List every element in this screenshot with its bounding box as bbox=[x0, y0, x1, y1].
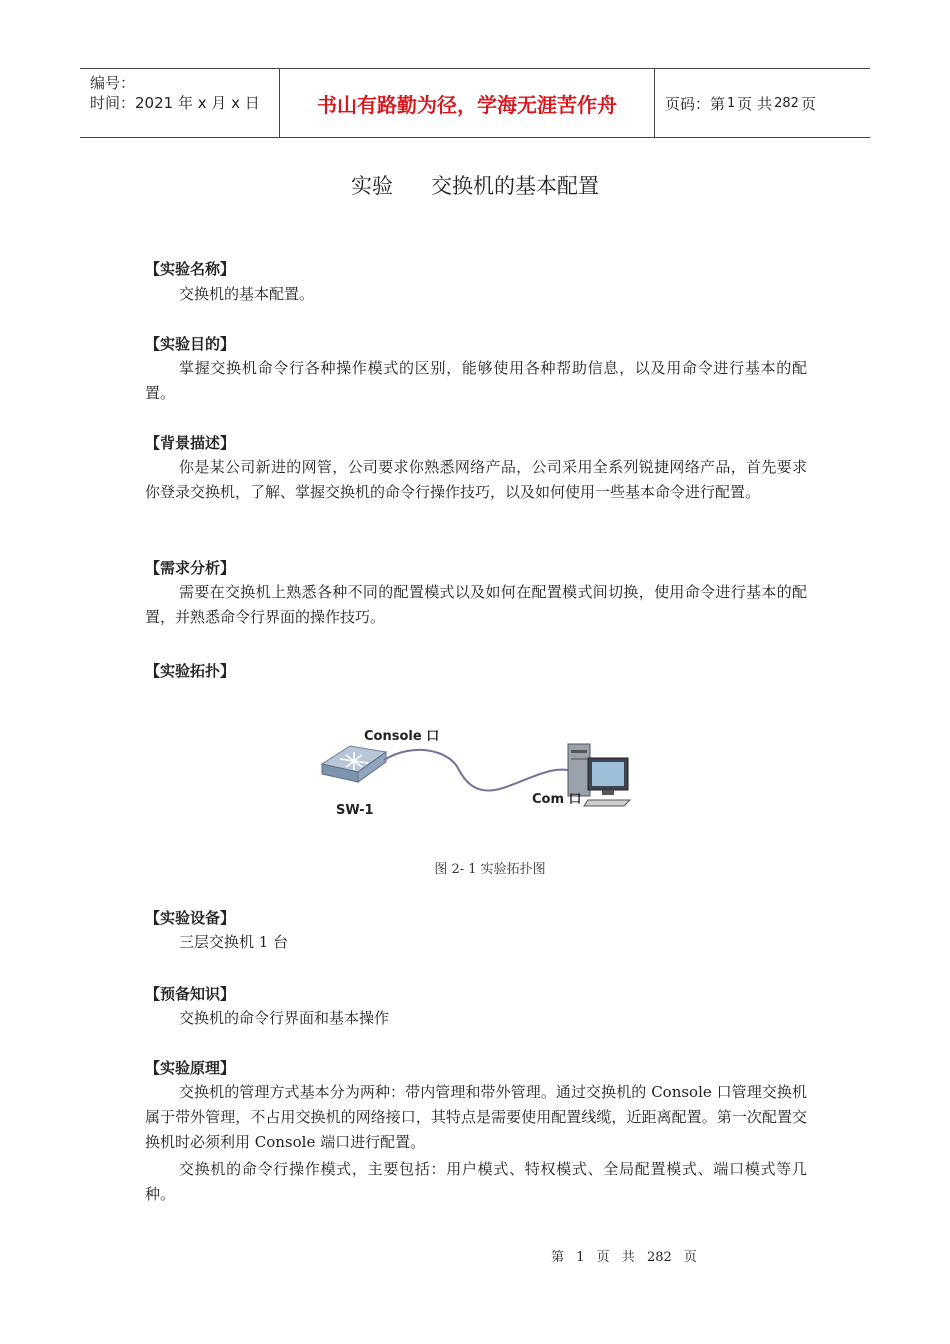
number-label: 编号： bbox=[90, 74, 136, 92]
page-header bbox=[80, 68, 870, 138]
console-port-label: Console 口 bbox=[364, 729, 440, 744]
time-label: 时间：2021 年 x 月 x 日 bbox=[90, 94, 260, 112]
switch-label: SW-1 bbox=[336, 803, 374, 818]
section-paragraph: 交换机的命令行操作模式，主要包括：用户模式、特权模式、全局配置模式、端口模式等几种。 bbox=[145, 1160, 807, 1203]
figure-caption: 图 2- 1 实验拓扑图 bbox=[434, 862, 546, 877]
section-heading-requirements: 【需求分析】 bbox=[145, 559, 236, 577]
header-meta bbox=[80, 69, 280, 137]
page-mid: 页 共 bbox=[737, 94, 773, 113]
header-motto: 书山有路勤为径，学海无涯苦作舟 bbox=[280, 69, 655, 137]
page-title bbox=[0, 170, 950, 200]
section-paragraph: 交换机的命令行界面和基本操作 bbox=[179, 1009, 390, 1027]
section-paragraph: 交换机的基本配置。 bbox=[179, 285, 315, 303]
section-heading-equipment: 【实验设备】 bbox=[145, 909, 236, 927]
section-heading-purpose: 【实验目的】 bbox=[145, 335, 236, 353]
section-paragraph: 你是某公司新进的网管，公司要求你熟悉网络产品，公司采用全系列锐捷网络产品，首先要求你登录交换机，了解、掌握交换机的命令行操作技巧，以及如何使用一些基本命令进行配置。 bbox=[145, 458, 807, 501]
title-part2: 交换机的基本配置 bbox=[431, 174, 599, 198]
section-paragraph: 交换机的管理方式基本分为两种：带内管理和带外管理。通过交换机的 Console 口管理交换机属于带外管理，不占用交换机的网络接口，其特点是需要使用配置线缆，近距离配置。第一次配置交换机时必须利用 Console 端口进行配置。 bbox=[145, 1083, 807, 1151]
page-footer bbox=[0, 1246, 950, 1265]
page-prefix: 页码：第 bbox=[665, 94, 726, 113]
com-port-label: Com 口 bbox=[532, 792, 582, 807]
section-heading-name: 【实验名称】 bbox=[145, 260, 236, 278]
console-cable bbox=[384, 750, 576, 791]
footer-mid2: 共 bbox=[621, 1250, 635, 1265]
section-paragraph: 掌握交换机命令行各种操作模式的区别，能够使用各种帮助信息，以及用命令进行基本的配置。 bbox=[145, 359, 807, 402]
section-heading-background: 【背景描述】 bbox=[145, 434, 236, 452]
section-paragraph: 需要在交换机上熟悉各种不同的配置模式以及如何在配置模式间切换，使用命令进行基本的配置，并熟悉命令行界面的操作技巧。 bbox=[145, 583, 807, 626]
title-part1: 实验 bbox=[351, 174, 393, 198]
footer-prefix: 第 bbox=[551, 1250, 565, 1265]
page-suffix: 页 bbox=[800, 94, 816, 113]
topology-diagram bbox=[318, 722, 638, 826]
footer-suffix: 页 bbox=[683, 1250, 697, 1265]
page-total: 282 bbox=[774, 95, 799, 111]
footer-mid1: 页 bbox=[596, 1250, 610, 1265]
section-heading-principle: 【实验原理】 bbox=[145, 1059, 236, 1077]
section-heading-prerequisite: 【预备知识】 bbox=[145, 985, 236, 1003]
section-paragraph: 三层交换机 1 台 bbox=[179, 933, 289, 951]
footer-total: 282 bbox=[646, 1250, 672, 1265]
header-page-info bbox=[655, 69, 870, 137]
footer-current: 1 bbox=[576, 1250, 585, 1265]
switch-icon bbox=[322, 746, 386, 782]
section-heading-topology: 【实验拓扑】 bbox=[145, 662, 236, 680]
page-current: 1 bbox=[727, 95, 736, 111]
